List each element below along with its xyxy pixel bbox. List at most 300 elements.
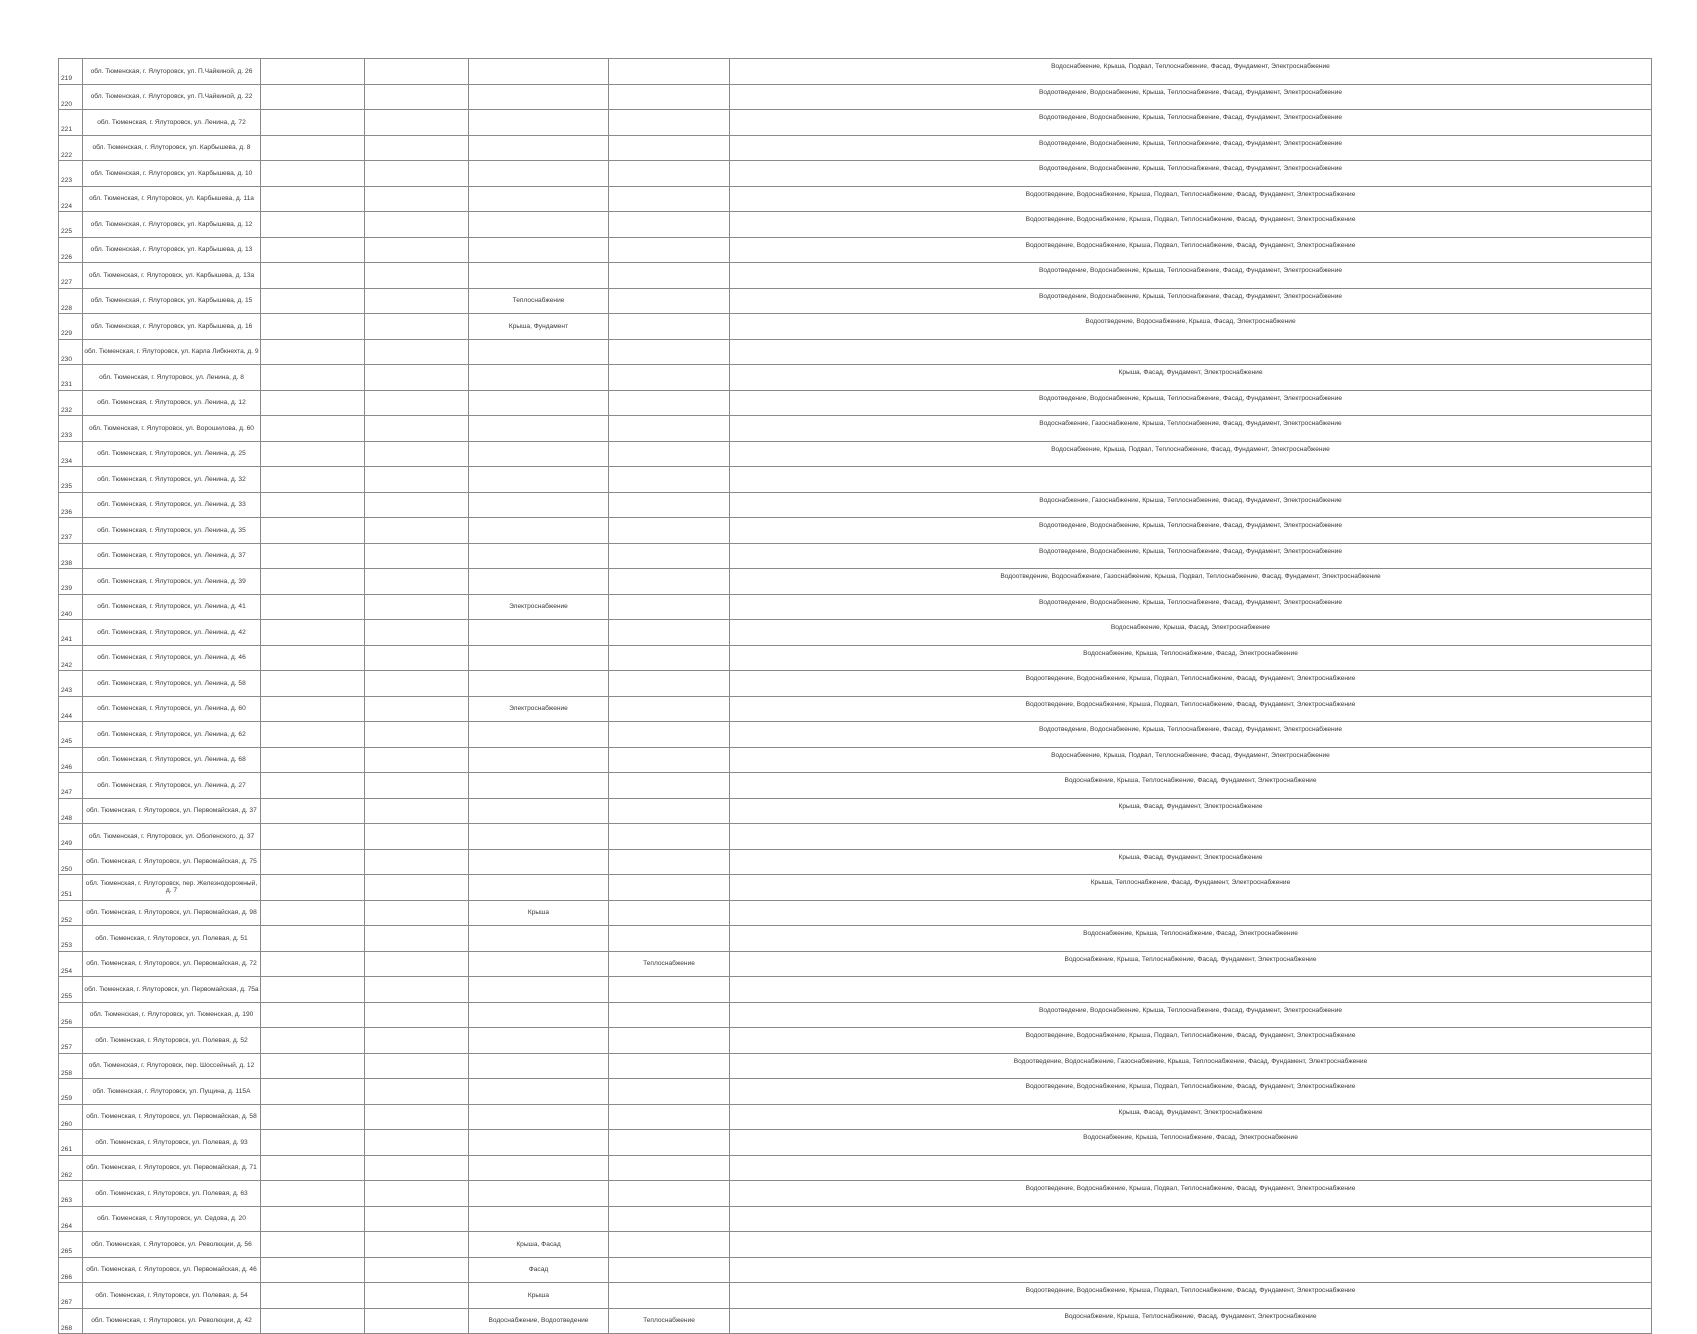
works-list-cell: Крыша, Фасад, Фундамент, Электроснабжение <box>730 849 1652 875</box>
works-list-cell: Водоотведение, Водоснабжение, Крыша, Теплоснабжение, Фасад, Фундамент, Электроснабжение <box>730 594 1652 620</box>
table-row <box>59 951 1652 977</box>
column-5-cell <box>609 849 730 875</box>
column-3-cell <box>365 518 469 544</box>
table-row <box>59 1257 1652 1283</box>
works-list-cell: Водоотведение, Водоснабжение, Крыша, Теплоснабжение, Фасад, Фундамент, Электроснабжение <box>730 722 1652 748</box>
column-3-cell <box>365 1206 469 1232</box>
address-cell: обл. Тюменская, г. Ялуторовск, ул. Ленина, д. 72 <box>83 110 261 136</box>
column-5-cell <box>609 773 730 799</box>
address-cell: обл. Тюменская, г. Ялуторовск, ул. Первомайская, д. 71 <box>83 1155 261 1181</box>
address-cell: обл. Тюменская, г. Ялуторовск, ул. Революции, д. 56 <box>83 1232 261 1258</box>
address-cell: обл. Тюменская, г. Ялуторовск, ул. Революции, д. 42 <box>83 1308 261 1334</box>
column-3-cell <box>365 1257 469 1283</box>
works-list-cell: Водоснабжение, Крыша, Теплоснабжение, Фасад, Фундамент, Электроснабжение <box>730 773 1652 799</box>
table-row <box>59 492 1652 518</box>
address-cell: обл. Тюменская, г. Ялуторовск, ул. Первомайская, д. 75а <box>83 977 261 1003</box>
column-3-cell <box>365 951 469 977</box>
address-cell: обл. Тюменская, г. Ялуторовск, ул. Ленина, д. 12 <box>83 390 261 416</box>
column-2-cell <box>261 416 365 442</box>
column-4-cell <box>469 722 609 748</box>
column-4-cell <box>469 543 609 569</box>
column-2-cell <box>261 84 365 110</box>
column-3-cell <box>365 84 469 110</box>
column-5-cell <box>609 390 730 416</box>
column-3-cell <box>365 263 469 289</box>
row-number: 261 <box>59 1130 83 1156</box>
column-4-cell: Теплоснабжение <box>469 288 609 314</box>
address-cell: обл. Тюменская, г. Ялуторовск, ул. Первомайская, д. 37 <box>83 798 261 824</box>
column-5-cell <box>609 110 730 136</box>
column-3-cell <box>365 671 469 697</box>
table-body <box>59 59 1652 1334</box>
column-4-cell <box>469 59 609 85</box>
works-list-cell: Водоотведение, Водоснабжение, Крыша, Теплоснабжение, Фасад, Фундамент, Электроснабжение <box>730 543 1652 569</box>
works-list-cell: Водоснабжение, Крыша, Теплоснабжение, Фасад, Электроснабжение <box>730 1130 1652 1156</box>
column-2-cell <box>261 1181 365 1207</box>
table-row <box>59 1028 1652 1054</box>
column-3-cell <box>365 977 469 1003</box>
column-3-cell <box>365 339 469 365</box>
row-number: 246 <box>59 747 83 773</box>
column-5-cell <box>609 1257 730 1283</box>
row-number: 220 <box>59 84 83 110</box>
column-2-cell <box>261 441 365 467</box>
column-3-cell <box>365 875 469 901</box>
column-4-cell <box>469 110 609 136</box>
column-5-cell <box>609 135 730 161</box>
address-cell: обл. Тюменская, г. Ялуторовск, ул. Ленина, д. 35 <box>83 518 261 544</box>
column-3-cell <box>365 135 469 161</box>
works-list-cell: Крыша, Фасад, Фундамент, Электроснабжение <box>730 798 1652 824</box>
row-number: 243 <box>59 671 83 697</box>
table-row <box>59 824 1652 850</box>
column-2-cell <box>261 518 365 544</box>
column-4-cell <box>469 518 609 544</box>
row-number: 266 <box>59 1257 83 1283</box>
column-5-cell <box>609 875 730 901</box>
column-2-cell <box>261 543 365 569</box>
table-row <box>59 263 1652 289</box>
table-row <box>59 671 1652 697</box>
works-list-cell: Водоснабжение, Газоснабжение, Крыша, Теплоснабжение, Фасад, Фундамент, Электроснабжение <box>730 416 1652 442</box>
column-2-cell <box>261 1155 365 1181</box>
works-list-cell: Водоснабжение, Газоснабжение, Крыша, Теплоснабжение, Фасад, Фундамент, Электроснабжение <box>730 492 1652 518</box>
column-2-cell <box>261 212 365 238</box>
column-4-cell <box>469 773 609 799</box>
column-5-cell <box>609 620 730 646</box>
column-4-cell <box>469 441 609 467</box>
column-3-cell <box>365 1002 469 1028</box>
column-5-cell <box>609 186 730 212</box>
works-list-cell: Водоотведение, Водоснабжение, Крыша, Теплоснабжение, Фасад, Фундамент, Электроснабжение <box>730 390 1652 416</box>
column-2-cell <box>261 722 365 748</box>
column-4-cell <box>469 263 609 289</box>
column-4-cell <box>469 977 609 1003</box>
column-5-cell <box>609 1002 730 1028</box>
column-4-cell <box>469 212 609 238</box>
column-4-cell <box>469 1028 609 1054</box>
works-list-cell: Водоотведение, Водоснабжение, Крыша, Подвал, Теплоснабжение, Фасад, Фундамент, Электроснабжение <box>730 1283 1652 1309</box>
column-5-cell <box>609 84 730 110</box>
address-cell: обл. Тюменская, г. Ялуторовск, ул. Первомайская, д. 75 <box>83 849 261 875</box>
address-cell: обл. Тюменская, г. Ялуторовск, ул. Ворошилова, д. 60 <box>83 416 261 442</box>
column-4-cell: Электроснабжение <box>469 594 609 620</box>
column-2-cell <box>261 135 365 161</box>
address-cell: обл. Тюменская, г. Ялуторовск, ул. Оболенского, д. 37 <box>83 824 261 850</box>
column-2-cell <box>261 620 365 646</box>
row-number: 249 <box>59 824 83 850</box>
column-3-cell <box>365 1130 469 1156</box>
column-4-cell <box>469 671 609 697</box>
table-row <box>59 1232 1652 1258</box>
row-number: 268 <box>59 1308 83 1334</box>
column-4-cell <box>469 926 609 952</box>
address-cell: обл. Тюменская, г. Ялуторовск, пер. Железнодорожный, д. 7 <box>83 875 261 901</box>
column-5-cell <box>609 263 730 289</box>
row-number: 258 <box>59 1053 83 1079</box>
table-row <box>59 900 1652 926</box>
column-3-cell <box>365 1028 469 1054</box>
column-2-cell <box>261 696 365 722</box>
column-5-cell <box>609 1104 730 1130</box>
column-4-cell <box>469 84 609 110</box>
column-3-cell <box>365 849 469 875</box>
column-4-cell: Крыша <box>469 1283 609 1309</box>
address-cell: обл. Тюменская, г. Ялуторовск, ул. Первомайская, д. 58 <box>83 1104 261 1130</box>
row-number: 256 <box>59 1002 83 1028</box>
row-number: 240 <box>59 594 83 620</box>
column-5-cell <box>609 314 730 340</box>
column-2-cell <box>261 747 365 773</box>
column-2-cell <box>261 1232 365 1258</box>
table-row <box>59 875 1652 901</box>
column-5-cell <box>609 237 730 263</box>
column-5-cell <box>609 900 730 926</box>
column-4-cell: Крыша, Фундамент <box>469 314 609 340</box>
address-cell: обл. Тюменская, г. Ялуторовск, ул. Карбышева, д. 8 <box>83 135 261 161</box>
row-number: 238 <box>59 543 83 569</box>
address-cell: обл. Тюменская, г. Ялуторовск, ул. Карбышева, д. 16 <box>83 314 261 340</box>
row-number: 233 <box>59 416 83 442</box>
works-list-cell: Водоснабжение, Крыша, Теплоснабжение, Фасад, Электроснабжение <box>730 926 1652 952</box>
column-4-cell <box>469 1104 609 1130</box>
column-2-cell <box>261 161 365 187</box>
row-number: 264 <box>59 1206 83 1232</box>
column-2-cell <box>261 671 365 697</box>
row-number: 226 <box>59 237 83 263</box>
table-row <box>59 722 1652 748</box>
address-cell: обл. Тюменская, г. Ялуторовск, ул. П.Чайкиной, д. 26 <box>83 59 261 85</box>
column-2-cell <box>261 977 365 1003</box>
column-3-cell <box>365 926 469 952</box>
address-cell: обл. Тюменская, г. Ялуторовск, ул. Карбышева, д. 12 <box>83 212 261 238</box>
address-cell: обл. Тюменская, г. Ялуторовск, ул. Ленина, д. 46 <box>83 645 261 671</box>
column-5-cell <box>609 1181 730 1207</box>
table-row <box>59 59 1652 85</box>
row-number: 228 <box>59 288 83 314</box>
column-2-cell <box>261 110 365 136</box>
column-2-cell <box>261 1028 365 1054</box>
row-number: 260 <box>59 1104 83 1130</box>
address-cell: обл. Тюменская, г. Ялуторовск, ул. Карбышева, д. 11а <box>83 186 261 212</box>
column-5-cell <box>609 977 730 1003</box>
column-4-cell: Фасад <box>469 1257 609 1283</box>
address-cell: обл. Тюменская, г. Ялуторовск, ул. Ленина, д. 37 <box>83 543 261 569</box>
column-4-cell <box>469 1130 609 1156</box>
address-cell: обл. Тюменская, г. Ялуторовск, ул. Ленина, д. 62 <box>83 722 261 748</box>
table-row <box>59 543 1652 569</box>
column-5-cell <box>609 1232 730 1258</box>
works-list-cell: Водоснабжение, Крыша, Теплоснабжение, Фасад, Фундамент, Электроснабжение <box>730 951 1652 977</box>
row-number: 254 <box>59 951 83 977</box>
column-5-cell <box>609 645 730 671</box>
column-4-cell <box>469 365 609 391</box>
column-3-cell <box>365 467 469 493</box>
works-list-cell: Водоснабжение, Крыша, Подвал, Теплоснабжение, Фасад, Фундамент, Электроснабжение <box>730 59 1652 85</box>
column-5-cell <box>609 671 730 697</box>
row-number: 257 <box>59 1028 83 1054</box>
column-2-cell <box>261 365 365 391</box>
table-row <box>59 441 1652 467</box>
row-number: 221 <box>59 110 83 136</box>
column-5-cell <box>609 59 730 85</box>
works-list-cell: Водоотведение, Водоснабжение, Крыша, Подвал, Теплоснабжение, Фасад, Фундамент, Электроснабжение <box>730 696 1652 722</box>
column-3-cell <box>365 1232 469 1258</box>
row-number: 241 <box>59 620 83 646</box>
column-2-cell <box>261 186 365 212</box>
column-4-cell <box>469 951 609 977</box>
row-number: 255 <box>59 977 83 1003</box>
row-number: 259 <box>59 1079 83 1105</box>
column-2-cell <box>261 288 365 314</box>
works-list-cell: Водоснабжение, Крыша, Подвал, Теплоснабжение, Фасад, Фундамент, Электроснабжение <box>730 747 1652 773</box>
column-2-cell <box>261 824 365 850</box>
row-number: 244 <box>59 696 83 722</box>
column-2-cell <box>261 900 365 926</box>
column-4-cell <box>469 390 609 416</box>
column-5-cell <box>609 543 730 569</box>
table-row <box>59 314 1652 340</box>
column-5-cell <box>609 1130 730 1156</box>
column-5-cell <box>609 161 730 187</box>
column-3-cell <box>365 1283 469 1309</box>
column-2-cell <box>261 645 365 671</box>
address-cell: обл. Тюменская, г. Ялуторовск, ул. Первомайская, д. 98 <box>83 900 261 926</box>
row-number: 231 <box>59 365 83 391</box>
address-cell: обл. Тюменская, г. Ялуторовск, ул. Полевая, д. 52 <box>83 1028 261 1054</box>
column-4-cell <box>469 849 609 875</box>
address-cell: обл. Тюменская, г. Ялуторовск, ул. Карбышева, д. 10 <box>83 161 261 187</box>
works-list-cell: Водоотведение, Водоснабжение, Крыша, Подвал, Теплоснабжение, Фасад, Фундамент, Электроснабжение <box>730 671 1652 697</box>
column-2-cell <box>261 1079 365 1105</box>
row-number: 250 <box>59 849 83 875</box>
column-5-cell <box>609 926 730 952</box>
row-number: 222 <box>59 135 83 161</box>
works-list-cell <box>730 1257 1652 1283</box>
works-list-cell: Крыша, Фасад, Фундамент, Электроснабжение <box>730 1104 1652 1130</box>
column-3-cell <box>365 161 469 187</box>
column-4-cell <box>469 1002 609 1028</box>
row-number: 219 <box>59 59 83 85</box>
column-4-cell: Электроснабжение <box>469 696 609 722</box>
column-2-cell <box>261 59 365 85</box>
column-4-cell <box>469 1079 609 1105</box>
column-4-cell <box>469 416 609 442</box>
column-2-cell <box>261 798 365 824</box>
column-4-cell <box>469 747 609 773</box>
works-list-cell <box>730 900 1652 926</box>
column-3-cell <box>365 645 469 671</box>
row-number: 227 <box>59 263 83 289</box>
address-cell: обл. Тюменская, г. Ялуторовск, ул. Полевая, д. 93 <box>83 1130 261 1156</box>
column-5-cell <box>609 722 730 748</box>
column-2-cell <box>261 594 365 620</box>
address-cell: обл. Тюменская, г. Ялуторовск, ул. Ленина, д. 42 <box>83 620 261 646</box>
column-3-cell <box>365 620 469 646</box>
table-row <box>59 288 1652 314</box>
column-2-cell <box>261 237 365 263</box>
column-2-cell <box>261 1308 365 1334</box>
column-3-cell <box>365 1104 469 1130</box>
row-number: 252 <box>59 900 83 926</box>
column-2-cell <box>261 314 365 340</box>
row-number: 262 <box>59 1155 83 1181</box>
column-2-cell <box>261 1104 365 1130</box>
works-list-cell: Водоснабжение, Крыша, Теплоснабжение, Фасад, Электроснабжение <box>730 645 1652 671</box>
address-cell: обл. Тюменская, г. Ялуторовск, ул. Карбышева, д. 13а <box>83 263 261 289</box>
table-row <box>59 1206 1652 1232</box>
row-number: 248 <box>59 798 83 824</box>
column-5-cell <box>609 747 730 773</box>
column-3-cell <box>365 773 469 799</box>
column-3-cell <box>365 288 469 314</box>
row-number: 234 <box>59 441 83 467</box>
column-2-cell <box>261 1283 365 1309</box>
table-row <box>59 569 1652 595</box>
table-row <box>59 645 1652 671</box>
works-list-cell: Водоотведение, Водоснабжение, Крыша, Теплоснабжение, Фасад, Фундамент, Электроснабжение <box>730 263 1652 289</box>
column-3-cell <box>365 1079 469 1105</box>
address-cell: обл. Тюменская, г. Ялуторовск, ул. Первомайская, д. 46 <box>83 1257 261 1283</box>
column-4-cell <box>469 798 609 824</box>
works-list-cell: Крыша, Фасад, Фундамент, Электроснабжение <box>730 365 1652 391</box>
column-4-cell: Крыша <box>469 900 609 926</box>
column-3-cell <box>365 110 469 136</box>
column-2-cell <box>261 849 365 875</box>
works-list-cell: Водоотведение, Водоснабжение, Крыша, Подвал, Теплоснабжение, Фасад, Фундамент, Электроснабжение <box>730 1181 1652 1207</box>
address-cell: обл. Тюменская, г. Ялуторовск, ул. Ленина, д. 60 <box>83 696 261 722</box>
address-cell: обл. Тюменская, г. Ялуторовск, ул. Ленина, д. 27 <box>83 773 261 799</box>
column-3-cell <box>365 747 469 773</box>
address-cell: обл. Тюменская, г. Ялуторовск, ул. Полевая, д. 54 <box>83 1283 261 1309</box>
table-row <box>59 849 1652 875</box>
column-2-cell <box>261 773 365 799</box>
column-3-cell <box>365 1308 469 1334</box>
row-number: 230 <box>59 339 83 365</box>
column-3-cell <box>365 1181 469 1207</box>
column-4-cell <box>469 645 609 671</box>
column-5-cell <box>609 518 730 544</box>
column-2-cell <box>261 390 365 416</box>
works-list-cell <box>730 467 1652 493</box>
works-list-cell <box>730 977 1652 1003</box>
column-3-cell <box>365 492 469 518</box>
row-number: 229 <box>59 314 83 340</box>
table-row <box>59 1181 1652 1207</box>
row-number: 232 <box>59 390 83 416</box>
column-4-cell <box>469 237 609 263</box>
row-number: 235 <box>59 467 83 493</box>
column-5-cell <box>609 1079 730 1105</box>
column-2-cell <box>261 492 365 518</box>
address-cell: обл. Тюменская, г. Ялуторовск, ул. Полевая, д. 51 <box>83 926 261 952</box>
column-5-cell <box>609 441 730 467</box>
address-cell: обл. Тюменская, г. Ялуторовск, ул. Ленина, д. 33 <box>83 492 261 518</box>
table-row <box>59 186 1652 212</box>
column-5-cell: Теплоснабжение <box>609 1308 730 1334</box>
works-list-cell <box>730 824 1652 850</box>
row-number: 237 <box>59 518 83 544</box>
column-2-cell <box>261 263 365 289</box>
column-2-cell <box>261 1130 365 1156</box>
column-3-cell <box>365 824 469 850</box>
address-cell: обл. Тюменская, г. Ялуторовск, пер. Шоссейный, д. 12 <box>83 1053 261 1079</box>
table-row <box>59 1308 1652 1334</box>
table-row <box>59 747 1652 773</box>
column-4-cell <box>469 875 609 901</box>
column-4-cell <box>469 339 609 365</box>
address-cell: обл. Тюменская, г. Ялуторовск, ул. Ленина, д. 68 <box>83 747 261 773</box>
works-list-cell: Водоотведение, Водоснабжение, Крыша, Теплоснабжение, Фасад, Фундамент, Электроснабжение <box>730 84 1652 110</box>
works-list-cell <box>730 1155 1652 1181</box>
table-row <box>59 1079 1652 1105</box>
works-list-cell: Водоотведение, Водоснабжение, Крыша, Подвал, Теплоснабжение, Фасад, Фундамент, Электроснабжение <box>730 1079 1652 1105</box>
column-5-cell <box>609 1283 730 1309</box>
column-3-cell <box>365 569 469 595</box>
column-3-cell <box>365 798 469 824</box>
row-number: 253 <box>59 926 83 952</box>
works-list-cell: Водоотведение, Водоснабжение, Газоснабжение, Крыша, Теплоснабжение, Фасад, Фундамент, Электроснабжение <box>730 1053 1652 1079</box>
column-5-cell <box>609 288 730 314</box>
column-4-cell <box>469 1206 609 1232</box>
column-3-cell <box>365 237 469 263</box>
table-row <box>59 1104 1652 1130</box>
works-list-cell: Водоотведение, Водоснабжение, Крыша, Теплоснабжение, Фасад, Фундамент, Электроснабжение <box>730 135 1652 161</box>
works-list-cell: Водоотведение, Водоснабжение, Крыша, Теплоснабжение, Фасад, Фундамент, Электроснабжение <box>730 288 1652 314</box>
column-5-cell <box>609 339 730 365</box>
works-list-cell: Водоотведение, Водоснабжение, Крыша, Теплоснабжение, Фасад, Фундамент, Электроснабжение <box>730 110 1652 136</box>
column-4-cell: Крыша, Фасад <box>469 1232 609 1258</box>
column-3-cell <box>365 212 469 238</box>
column-2-cell <box>261 1002 365 1028</box>
works-list-cell: Водоснабжение, Крыша, Подвал, Теплоснабжение, Фасад, Фундамент, Электроснабжение <box>730 441 1652 467</box>
column-2-cell <box>261 1257 365 1283</box>
works-list-cell <box>730 1232 1652 1258</box>
column-4-cell: Водоснабжение, Водоотведение <box>469 1308 609 1334</box>
column-3-cell <box>365 1155 469 1181</box>
column-3-cell <box>365 1053 469 1079</box>
address-cell: обл. Тюменская, г. Ялуторовск, ул. Тюменская, д. 190 <box>83 1002 261 1028</box>
column-5-cell <box>609 492 730 518</box>
column-5-cell <box>609 212 730 238</box>
row-number: 242 <box>59 645 83 671</box>
column-3-cell <box>365 186 469 212</box>
address-cell: обл. Тюменская, г. Ялуторовск, ул. Ленина, д. 58 <box>83 671 261 697</box>
works-list-cell: Водоотведение, Водоснабжение, Крыша, Подвал, Теплоснабжение, Фасад, Фундамент, Электроснабжение <box>730 186 1652 212</box>
works-list-cell: Водоотведение, Водоснабжение, Крыша, Подвал, Теплоснабжение, Фасад, Фундамент, Электроснабжение <box>730 212 1652 238</box>
column-4-cell <box>469 824 609 850</box>
address-cell: обл. Тюменская, г. Ялуторовск, ул. Карбышева, д. 13 <box>83 237 261 263</box>
